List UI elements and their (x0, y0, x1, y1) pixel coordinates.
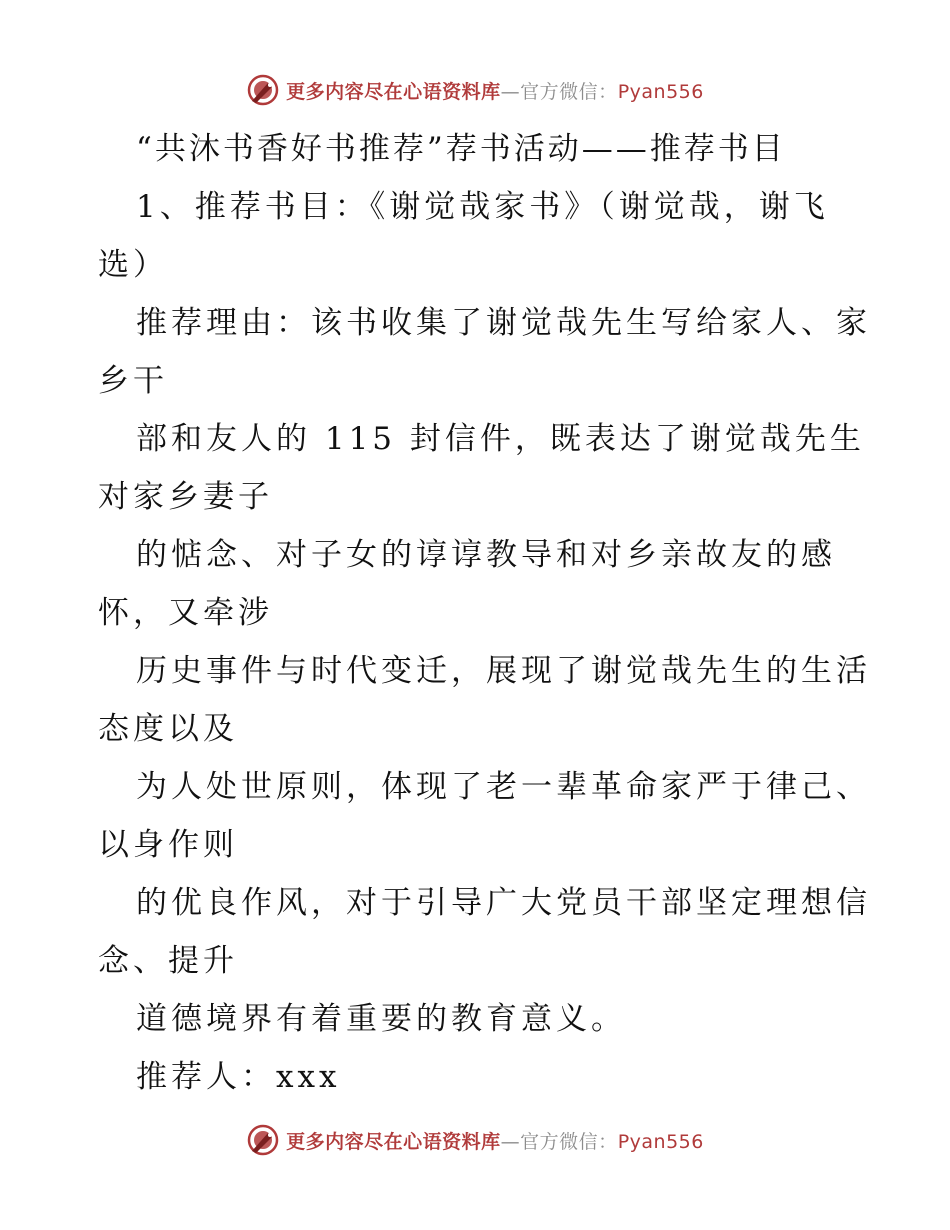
text-line: 对家乡妻子 (98, 479, 273, 515)
text-line: 历史事件与时代变迁，展现了谢觉哉先生的生活 (136, 653, 871, 689)
text-line: 为人处世原则，体现了老一辈革命家严于律己、 (136, 769, 871, 805)
watermark-id: Pyan556 (617, 1130, 704, 1153)
document-lines (98, 178, 871, 1106)
watermark-banner-top (0, 68, 950, 112)
text-line: 推荐理由：该书收集了谢觉哉先生写给家人、家 (136, 305, 871, 341)
pen-logo-icon (246, 73, 280, 107)
text-line: 怀，又牵涉 (98, 595, 273, 631)
text-line: 部和友人的 115 封信件，既表达了谢觉哉先生 (136, 421, 865, 457)
watermark-dash: —官方微信： (500, 1130, 618, 1153)
watermark-id: Pyan556 (617, 80, 704, 103)
text-line: 以身作则 (98, 827, 238, 863)
watermark-dash: —官方微信： (500, 80, 618, 103)
text-line: 选） (98, 247, 168, 283)
watermark-text (286, 1127, 704, 1154)
text-line: 的惦念、对子女的谆谆教导和对乡亲故友的感 (136, 537, 836, 573)
recommender-line: 推荐人：xxx (136, 1059, 341, 1095)
watermark-banner-bottom (0, 1118, 950, 1162)
text-line: 的优良作风，对于引导广大党员干部坚定理想信 (136, 885, 871, 921)
text-line: 道德境界有着重要的教育意义。 (136, 1001, 626, 1037)
document-title: “共沐书香好书推荐”荐书活动——推荐书目 (136, 131, 786, 167)
text-line: 1、推荐书目：《谢觉哉家书》（谢觉哉，谢飞 (136, 189, 829, 225)
document-body (98, 120, 871, 1106)
text-line: 态度以及 (98, 711, 238, 747)
text-line: 念、提升 (98, 943, 238, 979)
watermark-main: 更多内容尽在心语资料库 (286, 80, 501, 103)
pen-logo-icon (246, 1123, 280, 1157)
watermark-main: 更多内容尽在心语资料库 (286, 1130, 501, 1153)
text-line: 乡干 (98, 363, 168, 399)
watermark-text (286, 77, 704, 104)
